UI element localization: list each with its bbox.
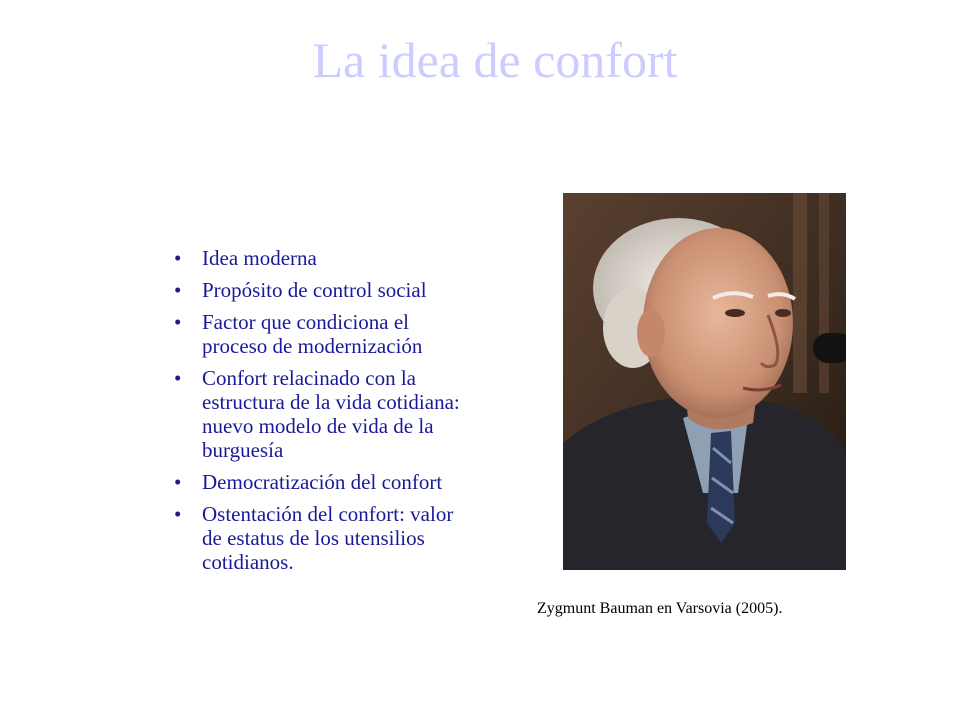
bullet-item: • Propósito de control social — [174, 278, 464, 302]
bullet-item: • Democratización del confort — [174, 470, 464, 494]
bullet-list — [174, 246, 464, 582]
portrait-photo — [563, 193, 846, 570]
bullet-item: • Ostentación del confort: valor de estatus de los utensilios cotidianos. — [174, 502, 464, 574]
bullet-item: • Confort relacinado con la estructura de la vida cotidiana: nuevo modelo de vida de la burguesía — [174, 366, 464, 462]
photo-caption: Zygmunt Bauman en Varsovia (2005). — [537, 600, 783, 617]
slide-title: La idea de confort — [312, 32, 678, 88]
bullet-item: • Idea moderna — [174, 246, 464, 270]
bullet-item: • Factor que condiciona el proceso de modernización — [174, 310, 464, 358]
